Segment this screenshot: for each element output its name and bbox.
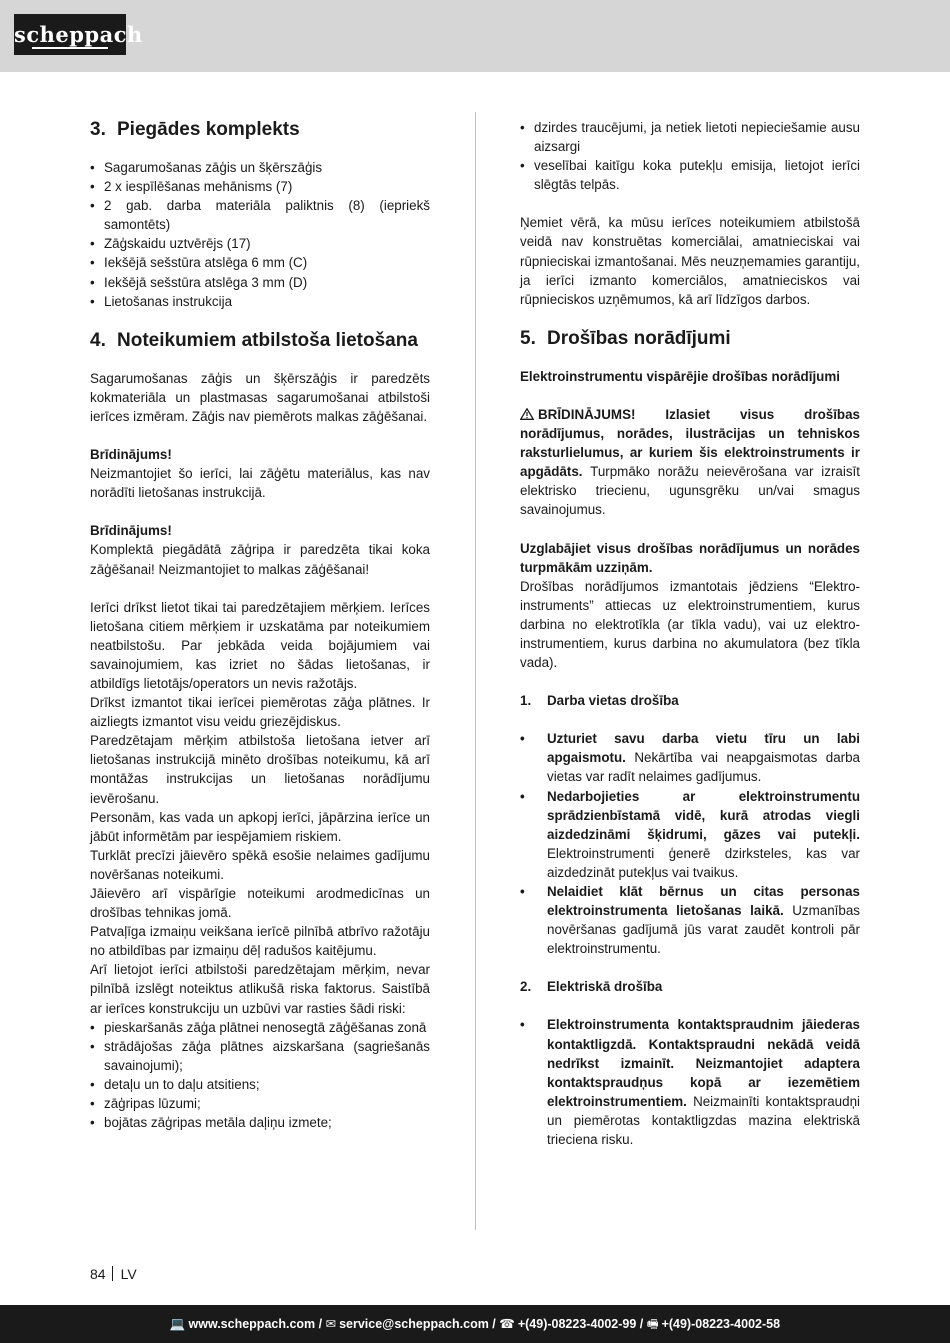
residual-risk-list [90, 1018, 430, 1133]
warning-1-text: Neizmantojiet šo ierīci, lai zāģētu materiālus, kas nav norādīti lietošanas instrukcijā. [90, 466, 430, 501]
subsection-2-heading: 2. Elektriskā drošība [520, 979, 663, 995]
warning-2-text: Komplektā piegādātā zāģripa ir paredzēta tikai koka zāģēšanai! Neizmantojiet to malkas zāģēšanai! [90, 542, 430, 577]
list-item: • 2 gab. darba materiāla paliktnis (8) (iepriekš samontēts) [90, 196, 430, 234]
list-item: • pieskaršanās zāģa plātnei nenosegtā zāģēšanas zonā [90, 1018, 430, 1037]
commercial-use-note: Ņemiet vērā, ka mūsu ierīces noteikumiem atbilstošā veidā nav konstruētas komerciālai, amatnieciskai vai rūpnieciskai izmantošanai. Mēs neuzņemamies garantiju, ja ierīci izmanto komerciālos, amatnieciskos vai rūpnieciskos uzņēmumos, kā arī līdzīgos darbos. [520, 215, 860, 307]
list-item: • Elektroinstrumenta kontaktspraudnim jāiederas kontaktligzdā. Kontaktspraudni nekādā veidā nedrīkst izmainīt. Neizmantojiet adaptera kontaktspraudņus kopā ar iezemētiem elektroinstrumentiem. Neizmainīti kontaktspraudņi un piemērotas kontaktligzdas mazina elektriskā trieciena risku. [520, 1015, 860, 1149]
general-safety-title: Elektroinstrumentu vispārējie drošības norādījumi [520, 368, 840, 384]
header-bar [0, 0, 950, 72]
paragraph: Paredzētajam mērķim atbilstoša lietošana ietver arī lietošanas instrukcijā minēto drošības noteikumu, kā arī montāžas instrukcijas un lietošanas norādījumu ievērošanu. [90, 733, 430, 806]
email-icon: ✉ [325, 1317, 337, 1331]
warning-triangle-icon [520, 408, 534, 420]
delivery-list [90, 158, 430, 311]
paragraph: Turklāt precīzi jāievēro spēkā esošie nelaimes gadījumu novēršanas noteikumi. [90, 847, 430, 882]
list-item: • Zāģskaidu uztvērējs (17) [90, 234, 430, 253]
list-item: • detaļu un to daļu atsitiens; [90, 1075, 430, 1094]
list-item: • dzirdes traucējumi, ja netiek lietoti nepieciešamie ausu aizsargi [520, 118, 860, 156]
workplace-safety-list [520, 729, 860, 958]
list-item: • Sagarumošanas zāģis un šķērszāģis [90, 158, 430, 177]
section-5-heading: 5. Drošības norādījumi [520, 327, 731, 349]
list-item: • strādājošas zāģa plātnes aizskaršana (sagriešanās savainojumi); [90, 1037, 430, 1075]
right-column [520, 118, 860, 1149]
footer-website[interactable]: www.scheppach.com [188, 1317, 316, 1331]
intended-use-paragraph: Sagarumošanas zāģis un šķērszāģis ir paredzēts kokmateriāla un plastmasas sagarumošanai atbilstoši ierīces izmēram. Zāģis nav piemērots malkas zāģēšanai. [90, 370, 430, 424]
list-item: • Uzturiet savu darba vietu tīru un labi apgaismotu. Nekārtība vai neapgaismotas darba vietas var radīt nelaimes gadījumus. [520, 729, 860, 786]
list-item: • Iekšējā sešstūra atslēga 6 mm (C) [90, 253, 430, 272]
warning-2-title: Brīdinājums! [90, 523, 172, 539]
warning-1-title: Brīdinājums! [90, 447, 172, 463]
electrical-safety-list [520, 1015, 860, 1149]
subsection-1-heading: 1. Darba vietas drošība [520, 693, 679, 709]
general-warning: BRĪDINĀJUMS! Izlasiet visus drošības norādījumus, norādes, ilustrācijas un tehniskos raksturlielumus, ar kuriem šis elektroinstruments ir apgādāts. Turpmāko norāžu neievērošana var izraisīt elektrisko triecienu, ugunsgrēku un/vai smagus savainojumus. [520, 406, 860, 518]
list-item: • zāģripas lūzumi; [90, 1094, 430, 1113]
paragraph: Arī lietojot ierīci atbilstoši paredzētajam mērķim, nevar pilnībā izslēgt noteiktus atlikušā riska faktorus. Saistībā ar ierīces konstrukciju un uzbūvi var rasties šādi riski: [90, 962, 430, 1016]
keep-instructions-title: Uzglabājiet visus drošības norādījumus un norādes turpmākām uzziņām. [520, 540, 860, 575]
paragraph: Personām, kas vada un apkopj ierīci, jāpārzina ierīce un jābūt informētām par iespējamiem riskiem. [90, 809, 430, 844]
footer-phone: +(49)-08223-4002-99 [517, 1317, 637, 1331]
phone-icon: ☎ [499, 1317, 515, 1331]
paragraph: Drīkst izmantot tikai ierīcei piemērotas zāģa plātnes. Ir aizliegts izmantot visu veidu griezējdiskus. [90, 695, 430, 730]
footer-email[interactable]: service@scheppach.com [339, 1317, 489, 1331]
computer-icon: 💻 [169, 1317, 186, 1331]
footer-fax: +(49)-08223-4002-58 [661, 1317, 781, 1331]
list-item: • veselībai kaitīgu koka putekļu emisija, lietojot ierīci slēgtās telpās. [520, 156, 860, 194]
logo-underline [32, 47, 108, 49]
list-item: • Nelaidiet klāt bērnus un citas personas elektroinstrumenta lietošanas laikā. Uzmanības novēršanas gadījumā jūs varat zaudēt kontroli pār elektroinstrumentu. [520, 882, 860, 958]
footer-bar: 💻 www.scheppach.com / ✉ service@scheppach.com / ☎ +(49)-08223-4002-99 / 🖷 +(49)-08223-4002-58 [0, 1305, 950, 1343]
column-divider [475, 112, 476, 1230]
list-item: • bojātas zāģripas metāla daļiņu izmete; [90, 1113, 430, 1132]
list-item: • Iekšējā sešstūra atslēga 3 mm (D) [90, 273, 430, 292]
paragraph: Jāievēro arī vispārīgie noteikumi arodmedicīnas un drošības tehnikas jomā. [90, 886, 430, 921]
section-4-heading: 4. Noteikumiem atbilstoša lietošana [90, 329, 418, 351]
list-item: • Lietošanas instrukcija [90, 292, 430, 311]
page-number: 84 LV [90, 1266, 137, 1282]
left-column [90, 118, 430, 1132]
paragraph: Ierīci drīkst lietot tikai tai paredzētajiem mērķiem. Ierīces lietošana citiem mērķiem ir uzskatāma par noteikumiem neatbilstošu. Par jebkāda veida bojājumiem vai savainojumiem, kas izriet no šādas lietošanas, ir atbildīgs lietotājs/operators un nevis ražotājs. [90, 599, 430, 691]
section-3-heading: 3. Piegādes komplekts [90, 119, 300, 140]
list-item: • 2 x iespīlēšanas mehānisms (7) [90, 177, 430, 196]
fax-icon: 🖷 [646, 1317, 659, 1331]
paragraph: Patvaļīga izmaiņu veikšana ierīcē pilnībā atbrīvo ražotāju no atbildības par izmaiņu dēļ radušos kaitējumu. [90, 924, 430, 959]
page-number-separator [112, 1266, 113, 1281]
list-item: • Nedarbojieties ar elektroinstrumentu sprādzienbīstamā vidē, kurā atrodas viegli aizdedzināmi šķidrumi, gāzes vai putekļi. Elektroinstrumenti ģenerē dzirksteles, kas var aizdedzināt putekļus vai tvaikus. [520, 787, 860, 882]
scheppach-logo: scheppach [14, 14, 126, 55]
keep-instructions-text: Drošības norādījumos izmantotais jēdziens “Elektroinstruments” attiecas uz elektroinstrumentiem, kurus darbina no elektrotīkla (ar tīkla vadu), vai uz elektroinstrumentiem, kurus darbina no akumulatora (bez tīkla vada). [520, 578, 860, 671]
residual-risk-list-cont [520, 118, 860, 194]
